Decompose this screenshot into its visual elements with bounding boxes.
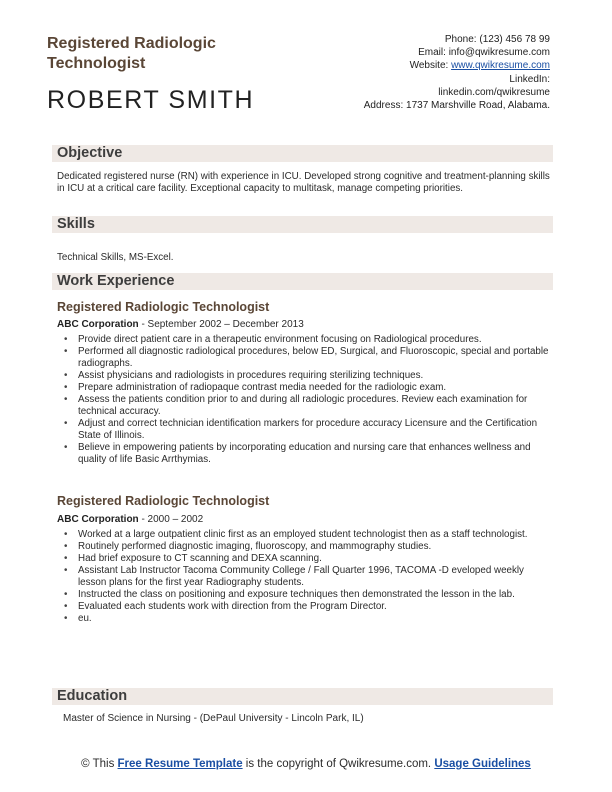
- job-2-company-line: [57, 514, 203, 525]
- list-item: • Assistant Lab Instructor Tacoma Community College / Fall Quarter 1996, TACOMA -D eveloped weekly lesson plans for the first year Radiography students.: [57, 565, 553, 589]
- list-item: • Worked at a large outpatient clinic first as an employed student technologist then as a staff technologist.: [57, 529, 553, 541]
- list-item: • Assess the patients condition prior to and during all radiologic procedures. Review each examination for technical accuracy.: [57, 394, 553, 418]
- contact-email: [320, 46, 550, 59]
- person-name: ROBERT SMITH: [47, 86, 255, 114]
- job-2-dates: - 2000 – 2002: [138, 514, 204, 525]
- list-item: • Instructed the class on positioning and exposure techniques then demonstrated the lesson in the lab.: [57, 589, 553, 601]
- list-item: • eu.: [57, 613, 553, 625]
- free-resume-template-link[interactable]: Free Resume Template: [117, 758, 243, 770]
- objective-text: Dedicated registered nurse (RN) with experience in ICU. Developed strong cognitive and treatment-planning skills in ICU at a critical care facility. Exceptional capacity to multitask, manage competing priorities.: [57, 171, 550, 194]
- contact-phone: [320, 33, 550, 46]
- skills-text: Technical Skills, MS-Excel.: [57, 252, 174, 263]
- footer-prefix: © This: [81, 758, 118, 770]
- job-2-title: Registered Radiologic Technologist: [57, 494, 270, 508]
- job-2-duties: [57, 529, 553, 625]
- objective-heading: Objective: [52, 145, 553, 162]
- list-item: • Performed all diagnostic radiological procedures, below ED, Surgical, and Fluoroscopic, special and portable radiographs.: [57, 346, 553, 370]
- contact-website: [320, 59, 550, 72]
- email-label: Email:: [418, 47, 446, 59]
- list-item: • Believe in empowering patients by incorporating education and nursing care that enhances wellness and quality of life Basic Arrthymias.: [57, 442, 553, 466]
- list-item: • Assist physicians and radiologists in procedures requiring sterilizing techniques.: [57, 370, 553, 382]
- website-label: Website:: [409, 60, 449, 72]
- list-item: • Adjust and correct technician identification markers for procedure accuracy Licensure and the Certification State of Illinois.: [57, 418, 553, 442]
- phone-value: (123) 456 78 99: [479, 34, 550, 45]
- job-1-dates: - September 2002 – December 2013: [138, 319, 304, 330]
- usage-guidelines-link[interactable]: Usage Guidelines: [434, 758, 531, 770]
- contact-block: [320, 33, 550, 112]
- job-1-company: ABC Corporation: [57, 319, 139, 330]
- job-1-title: Registered Radiologic Technologist: [57, 300, 270, 314]
- contact-address: [320, 99, 550, 112]
- list-item: • Had brief exposure to CT scanning and DEXA scanning.: [57, 553, 553, 565]
- education-heading: Education: [52, 688, 553, 705]
- skills-heading: Skills: [52, 216, 553, 233]
- job-1-duties: [57, 334, 553, 466]
- linkedin-value: linkedin.com/qwikresume: [438, 86, 550, 98]
- address-label: Address:: [363, 100, 404, 112]
- website-link[interactable]: www.qwikresume.com: [451, 60, 550, 72]
- list-item: • Prepare administration of radiopaque contrast media needed for the radiologic exam.: [57, 382, 553, 394]
- linkedin-label: LinkedIn:: [509, 73, 550, 85]
- list-item: • Routinely performed diagnostic imaging, fluoroscopy, and mammography studies.: [57, 541, 553, 553]
- work-experience-heading: Work Experience: [52, 273, 553, 290]
- address-value: 1737 Marshville Road, Alabama.: [406, 100, 550, 112]
- education-text: Master of Science in Nursing - (DePaul University - Lincoln Park, IL): [63, 713, 364, 724]
- resume-job-title: Registered Radiologic Technologist: [47, 35, 216, 72]
- phone-label: Phone:: [444, 34, 477, 45]
- copyright-footer: [60, 757, 552, 771]
- footer-middle: is the copyright of Qwikresume.com.: [242, 758, 435, 770]
- list-item: • Provide direct patient care in a therapeutic environment focusing on Radiological procedures.: [57, 334, 553, 346]
- job-1-company-line: [57, 319, 304, 330]
- email-value: info@qwikresume.com: [448, 47, 550, 59]
- job-2-company: ABC Corporation: [57, 514, 139, 525]
- list-item: • Evaluated each students work with direction from the Program Director.: [57, 601, 553, 613]
